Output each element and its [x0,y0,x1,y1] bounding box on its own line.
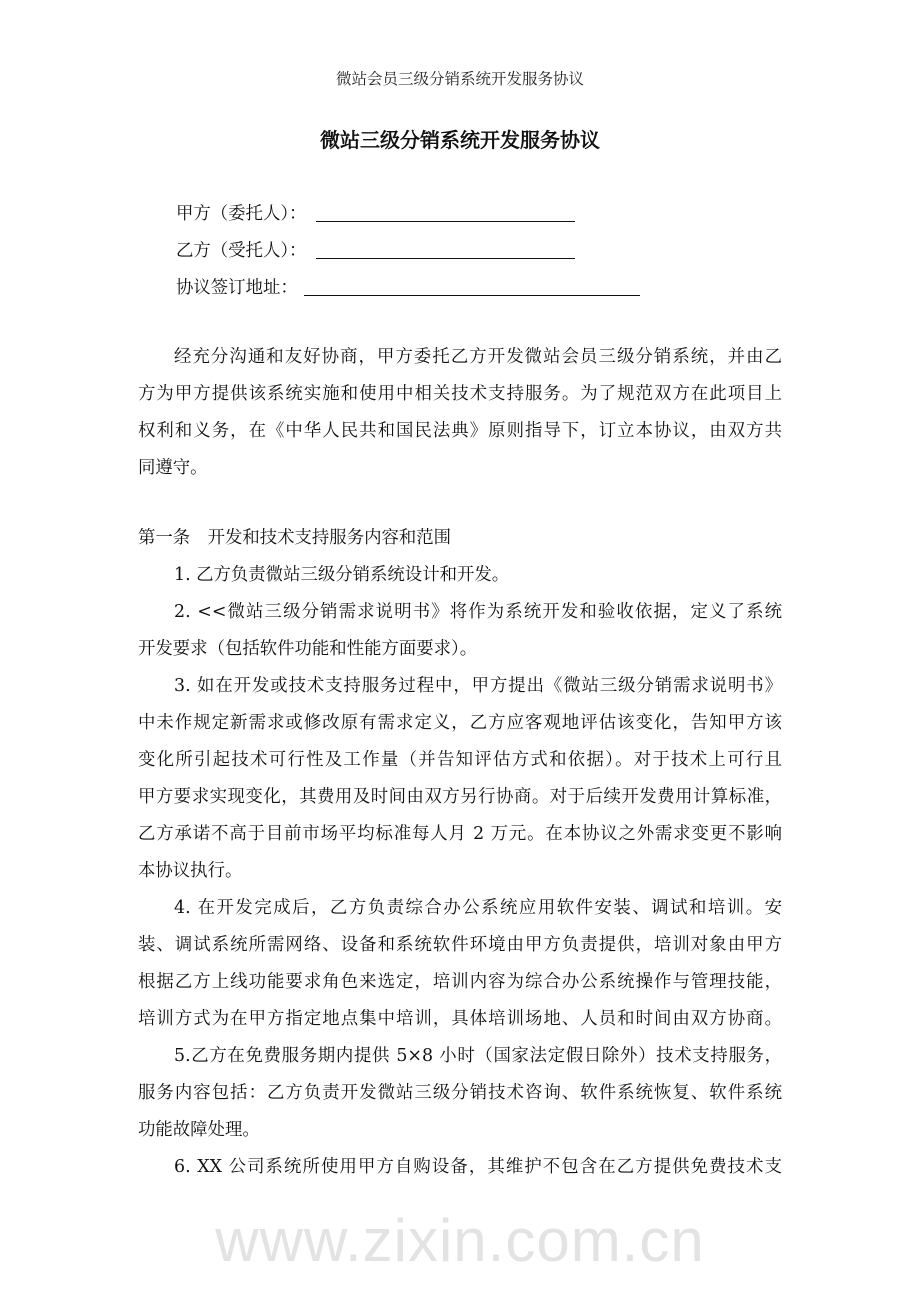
text-line: 根据乙方上线功能要求角色来选定，培训内容为综合办公系统操作与管理技能， [138,972,782,992]
article-heading: 第一条 开发和技术支持服务内容和范围 [138,528,452,548]
party-a-blank[interactable] [316,221,575,222]
text-line: 同遵守。 [138,458,208,478]
address-blank[interactable] [304,295,640,296]
text-line: 1. 乙方负责微站三级分销系统设计和开发。 [174,565,510,585]
text-line: 变化所引起技术可行性及工作量（并告知评估方式和依据）。对于技术上可行且 [138,750,782,770]
text-line: 服务内容包括：乙方负责开发微站三级分销技术咨询、软件系统恢复、软件系统 [138,1083,782,1103]
text-line: 6. XX 公司系统所使用甲方自购设备，其维护不包含在乙方提供免费技术支 [174,1157,782,1177]
running-header: 微站会员三级分销系统开发服务协议 [335,70,584,88]
text-line: 经充分沟通和友好协商，甲方委托乙方开发微站会员三级分销系统，并由乙 [174,347,782,367]
watermark: www.zixin.com.cn [215,1207,705,1274]
text-line: 中未作规定新需求或修改原有需求定义，乙方应客观地评估该变化，告知甲方该 [138,713,782,733]
text-line: 装、调试系统所需网络、设备和系统软件环境由甲方负责提供，培训对象由甲方 [138,935,782,955]
document-title: 微站三级分销系统开发服务协议 [320,128,600,152]
text-line: 5.乙方在免费服务期内提供 5×8 小时（国家法定假日除外）技术支持服务， [174,1046,782,1066]
text-line: 功能故障处理。 [138,1120,260,1140]
party-b-label: 乙方（受托人）： [176,241,307,261]
text-line: 开发要求（包括软件功能和性能方面要求）。 [138,639,478,659]
text-line: 3. 如在开发或技术支持服务过程中，甲方提出《微站三级分销需求说明书》 [174,676,782,696]
text-line: 2. <<微站三级分销需求说明书》将作为系统开发和验收依据，定义了系统 [174,602,782,622]
text-line: 方为甲方提供该系统实施和使用中相关技术支持服务。为了规范双方在此项目上 [138,384,782,404]
party-b-blank[interactable] [316,258,575,259]
text-line: 权利和义务，在《中华人民共和国民法典》原则指导下，订立本协议，由双方共 [138,421,782,441]
address-label: 协议签订地址： [176,278,298,298]
text-line: 4. 在开发完成后，乙方负责综合办公系统应用软件安装、调试和培训。安 [174,898,782,918]
text-line: 甲方要求实现变化，其费用及时间由双方另行协商。对于后续开发费用计算标准， [138,787,782,807]
text-line: 本协议执行。 [138,861,243,881]
text-line: 培训方式为在甲方指定地点集中培训，具体培训场地、人员和时间由双方协商。 [138,1009,782,1029]
party-a-label: 甲方（委托人）： [176,204,307,224]
text-line: 乙方承诺不高于目前市场平均标准每人月 2 万元。在本协议之外需求变更不影响 [138,824,782,844]
